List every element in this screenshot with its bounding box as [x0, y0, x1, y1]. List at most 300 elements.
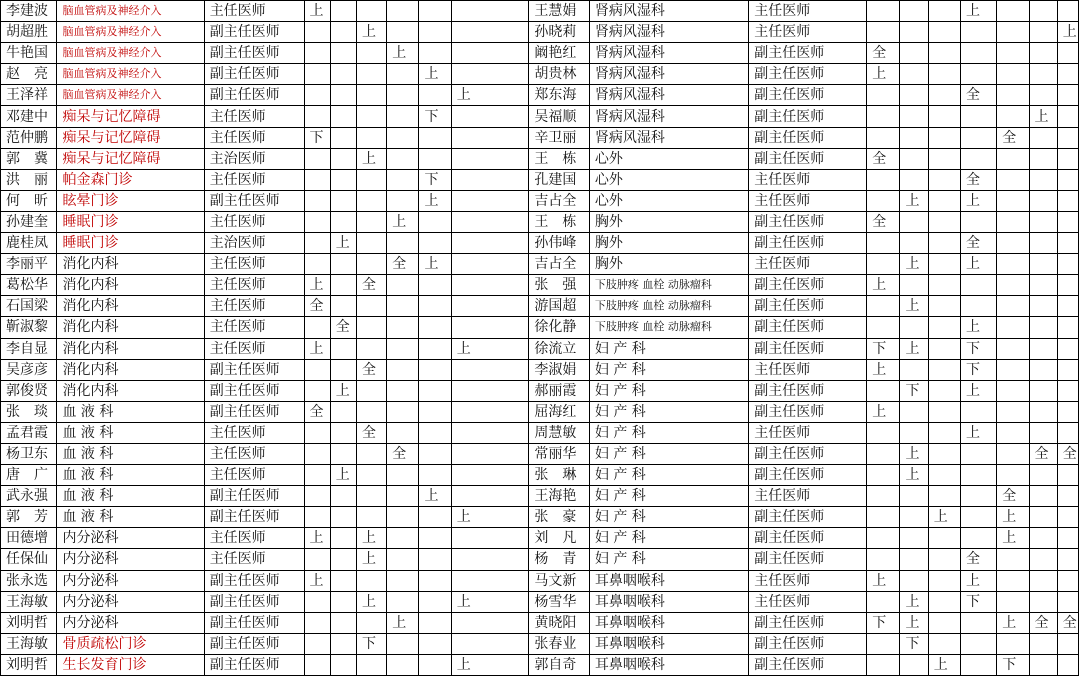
- right-title: 副主任医师: [749, 633, 867, 654]
- right-schedule-slot-6: [1029, 422, 1057, 443]
- left-schedule-slot-6: [451, 443, 529, 464]
- right-schedule-slot-7: [1057, 570, 1078, 591]
- left-schedule-slot-5: [419, 422, 451, 443]
- right-schedule-slot-2: [900, 85, 928, 106]
- left-title: 副主任医师: [204, 633, 304, 654]
- left-schedule-slot-4: 上: [387, 211, 419, 232]
- left-schedule-slot-6: [451, 127, 529, 148]
- right-schedule-slot-1: 全: [867, 148, 900, 169]
- left-title: 主任医师: [204, 275, 304, 296]
- left-department: 眩晕门诊: [57, 190, 204, 211]
- right-doctor-name: 吉占全: [529, 254, 590, 275]
- left-doctor-name: 唐 广: [1, 465, 57, 486]
- right-schedule-slot-6: [1029, 85, 1057, 106]
- right-schedule-slot-7: [1057, 254, 1078, 275]
- left-department: 消化内科: [57, 338, 204, 359]
- table-row: [1, 190, 1079, 211]
- right-schedule-slot-2: 下: [900, 633, 928, 654]
- left-schedule-slot-4: [387, 317, 419, 338]
- table-row: [1, 633, 1079, 654]
- right-schedule-slot-1: 全: [867, 43, 900, 64]
- left-schedule-slot-3: [356, 43, 386, 64]
- right-title: 主任医师: [749, 422, 867, 443]
- left-schedule-slot-2: [330, 359, 356, 380]
- left-schedule-slot-3: 全: [356, 422, 386, 443]
- left-schedule-slot-5: [419, 380, 451, 401]
- right-department: 耳鼻咽喉科: [589, 591, 748, 612]
- right-schedule-slot-3: [928, 127, 960, 148]
- left-schedule-slot-2: [330, 254, 356, 275]
- right-schedule-slot-3: [928, 591, 960, 612]
- right-schedule-slot-5: [997, 570, 1029, 591]
- left-schedule-slot-2: [330, 654, 356, 675]
- right-schedule-slot-4: [960, 127, 996, 148]
- left-schedule-slot-5: 上: [419, 486, 451, 507]
- left-doctor-name: 张永选: [1, 570, 57, 591]
- right-schedule-slot-4: [960, 22, 996, 43]
- right-department: 妇 产 科: [589, 359, 748, 380]
- right-schedule-slot-1: [867, 317, 900, 338]
- right-schedule-slot-2: [900, 422, 928, 443]
- right-schedule-slot-6: [1029, 317, 1057, 338]
- left-schedule-slot-2: [330, 612, 356, 633]
- right-department: 心外: [589, 148, 748, 169]
- right-schedule-slot-4: [960, 633, 996, 654]
- left-department: 血 液 科: [57, 422, 204, 443]
- right-schedule-slot-2: [900, 43, 928, 64]
- right-schedule-slot-1: [867, 422, 900, 443]
- right-schedule-slot-6: [1029, 254, 1057, 275]
- right-schedule-slot-5: [997, 22, 1029, 43]
- left-schedule-slot-2: [330, 1, 356, 22]
- schedule-body: [1, 1, 1079, 676]
- right-doctor-name: 杨雪华: [529, 591, 590, 612]
- left-schedule-slot-1: [304, 148, 330, 169]
- left-schedule-slot-5: [419, 317, 451, 338]
- right-department: 妇 产 科: [589, 422, 748, 443]
- right-schedule-slot-3: [928, 169, 960, 190]
- right-schedule-slot-1: 上: [867, 570, 900, 591]
- right-schedule-slot-3: [928, 486, 960, 507]
- left-title: 主任医师: [204, 528, 304, 549]
- right-schedule-slot-2: [900, 275, 928, 296]
- left-schedule-slot-4: [387, 591, 419, 612]
- left-title: 副主任医师: [204, 64, 304, 85]
- right-schedule-slot-5: [997, 148, 1029, 169]
- right-schedule-slot-3: [928, 22, 960, 43]
- right-schedule-slot-3: 上: [928, 654, 960, 675]
- left-schedule-slot-6: [451, 317, 529, 338]
- right-schedule-slot-3: [928, 233, 960, 254]
- right-doctor-name: 吴福顺: [529, 106, 590, 127]
- left-title: 副主任医师: [204, 507, 304, 528]
- right-schedule-slot-7: [1057, 465, 1078, 486]
- right-doctor-name: 王海艳: [529, 486, 590, 507]
- right-department: 肾病风湿科: [589, 85, 748, 106]
- left-schedule-slot-6: 上: [451, 338, 529, 359]
- right-schedule-slot-5: [997, 591, 1029, 612]
- left-schedule-slot-2: 全: [330, 317, 356, 338]
- right-schedule-slot-1: [867, 254, 900, 275]
- left-department: 消化内科: [57, 380, 204, 401]
- right-schedule-slot-5: 全: [997, 486, 1029, 507]
- left-schedule-slot-4: [387, 106, 419, 127]
- table-row: [1, 1, 1079, 22]
- left-title: 主任医师: [204, 317, 304, 338]
- right-schedule-slot-6: [1029, 654, 1057, 675]
- right-department: 肾病风湿科: [589, 22, 748, 43]
- left-doctor-name: 李丽平: [1, 254, 57, 275]
- left-schedule-slot-4: [387, 654, 419, 675]
- left-department: 脑血管病及神经介入: [57, 64, 204, 85]
- left-title: 主任医师: [204, 465, 304, 486]
- right-doctor-name: 郝丽霞: [529, 380, 590, 401]
- right-schedule-slot-2: [900, 211, 928, 232]
- left-schedule-slot-3: [356, 1, 386, 22]
- right-schedule-slot-5: [997, 1, 1029, 22]
- right-schedule-slot-6: [1029, 148, 1057, 169]
- right-schedule-slot-5: [997, 85, 1029, 106]
- right-schedule-slot-6: [1029, 528, 1057, 549]
- right-schedule-slot-1: [867, 190, 900, 211]
- left-schedule-slot-2: [330, 401, 356, 422]
- right-schedule-slot-6: 上: [1029, 106, 1057, 127]
- right-title: 副主任医师: [749, 549, 867, 570]
- left-schedule-slot-5: [419, 654, 451, 675]
- left-doctor-name: 郭 冀: [1, 148, 57, 169]
- right-schedule-slot-5: [997, 254, 1029, 275]
- right-department: 妇 产 科: [589, 465, 748, 486]
- right-title: 副主任医师: [749, 612, 867, 633]
- left-schedule-slot-4: [387, 64, 419, 85]
- right-schedule-slot-6: [1029, 549, 1057, 570]
- right-title: 主任医师: [749, 359, 867, 380]
- right-doctor-name: 马文新: [529, 570, 590, 591]
- right-schedule-slot-7: 上: [1057, 22, 1078, 43]
- right-schedule-slot-4: [960, 654, 996, 675]
- left-title: 副主任医师: [204, 22, 304, 43]
- right-title: 副主任医师: [749, 296, 867, 317]
- left-schedule-slot-4: [387, 22, 419, 43]
- left-schedule-slot-3: [356, 233, 386, 254]
- left-schedule-slot-3: [356, 486, 386, 507]
- left-department: 血 液 科: [57, 486, 204, 507]
- right-doctor-name: 徐化静: [529, 317, 590, 338]
- left-schedule-slot-4: [387, 338, 419, 359]
- right-doctor-name: 徐流立: [529, 338, 590, 359]
- left-schedule-slot-6: [451, 22, 529, 43]
- left-doctor-name: 牛艳国: [1, 43, 57, 64]
- table-row: [1, 296, 1079, 317]
- right-schedule-slot-1: [867, 486, 900, 507]
- right-schedule-slot-6: [1029, 401, 1057, 422]
- table-row: [1, 43, 1079, 64]
- right-schedule-slot-1: 上: [867, 275, 900, 296]
- left-schedule-slot-6: [451, 169, 529, 190]
- right-department: 下肢肿疼 血栓 动脉瘤科: [589, 317, 748, 338]
- left-schedule-slot-3: 下: [356, 633, 386, 654]
- right-schedule-slot-1: [867, 296, 900, 317]
- right-schedule-slot-6: [1029, 64, 1057, 85]
- left-schedule-slot-2: [330, 106, 356, 127]
- right-schedule-slot-6: [1029, 169, 1057, 190]
- right-schedule-slot-2: [900, 317, 928, 338]
- right-department: 妇 产 科: [589, 549, 748, 570]
- left-schedule-slot-4: [387, 507, 419, 528]
- right-schedule-slot-6: [1029, 380, 1057, 401]
- right-title: 副主任医师: [749, 127, 867, 148]
- right-schedule-slot-4: [960, 275, 996, 296]
- left-doctor-name: 邓建中: [1, 106, 57, 127]
- left-doctor-name: 鹿桂凤: [1, 233, 57, 254]
- left-schedule-slot-6: 上: [451, 85, 529, 106]
- right-title: 副主任医师: [749, 654, 867, 675]
- right-title: 副主任医师: [749, 528, 867, 549]
- right-schedule-slot-2: [900, 549, 928, 570]
- right-schedule-slot-1: 全: [867, 211, 900, 232]
- left-schedule-slot-3: [356, 401, 386, 422]
- right-schedule-slot-1: 上: [867, 401, 900, 422]
- left-schedule-slot-5: [419, 465, 451, 486]
- right-schedule-slot-6: 全: [1029, 612, 1057, 633]
- right-schedule-slot-7: [1057, 317, 1078, 338]
- right-schedule-slot-5: [997, 190, 1029, 211]
- left-title: 主治医师: [204, 148, 304, 169]
- right-schedule-slot-2: [900, 570, 928, 591]
- right-department: 妇 产 科: [589, 401, 748, 422]
- left-schedule-slot-6: [451, 380, 529, 401]
- left-schedule-slot-3: [356, 612, 386, 633]
- right-schedule-slot-7: [1057, 549, 1078, 570]
- left-schedule-slot-1: 全: [304, 401, 330, 422]
- left-schedule-slot-1: [304, 233, 330, 254]
- right-schedule-slot-5: [997, 43, 1029, 64]
- right-schedule-slot-6: [1029, 296, 1057, 317]
- right-schedule-slot-2: [900, 22, 928, 43]
- right-schedule-slot-2: [900, 359, 928, 380]
- left-department: 血 液 科: [57, 507, 204, 528]
- left-schedule-slot-2: 上: [330, 465, 356, 486]
- right-schedule-slot-6: [1029, 1, 1057, 22]
- right-schedule-slot-2: [900, 528, 928, 549]
- right-schedule-slot-7: [1057, 211, 1078, 232]
- right-schedule-slot-5: [997, 422, 1029, 443]
- right-schedule-slot-4: [960, 443, 996, 464]
- right-schedule-slot-2: 下: [900, 380, 928, 401]
- left-schedule-slot-2: [330, 338, 356, 359]
- left-schedule-slot-4: [387, 486, 419, 507]
- left-schedule-slot-5: [419, 43, 451, 64]
- right-schedule-slot-6: [1029, 211, 1057, 232]
- right-schedule-slot-4: 上: [960, 1, 996, 22]
- right-schedule-slot-7: [1057, 127, 1078, 148]
- right-schedule-slot-4: [960, 148, 996, 169]
- left-schedule-slot-4: [387, 169, 419, 190]
- left-schedule-slot-2: [330, 528, 356, 549]
- left-schedule-slot-6: [451, 106, 529, 127]
- right-schedule-slot-1: [867, 85, 900, 106]
- right-schedule-slot-2: [900, 1, 928, 22]
- left-schedule-slot-6: [451, 486, 529, 507]
- left-schedule-slot-1: 上: [304, 338, 330, 359]
- left-schedule-slot-5: [419, 127, 451, 148]
- right-schedule-slot-4: [960, 106, 996, 127]
- left-department: 内分泌科: [57, 549, 204, 570]
- left-schedule-slot-1: [304, 317, 330, 338]
- right-department: 心外: [589, 169, 748, 190]
- table-row: [1, 64, 1079, 85]
- right-title: 副主任医师: [749, 148, 867, 169]
- right-schedule-slot-2: 上: [900, 612, 928, 633]
- left-doctor-name: 杨卫东: [1, 443, 57, 464]
- right-schedule-slot-4: 下: [960, 591, 996, 612]
- right-doctor-name: 游国超: [529, 296, 590, 317]
- left-schedule-slot-5: [419, 359, 451, 380]
- left-department: 消化内科: [57, 254, 204, 275]
- table-row: [1, 422, 1079, 443]
- left-schedule-slot-6: [451, 633, 529, 654]
- left-schedule-slot-6: [451, 190, 529, 211]
- left-title: 主任医师: [204, 549, 304, 570]
- left-schedule-slot-3: [356, 127, 386, 148]
- right-schedule-slot-7: [1057, 654, 1078, 675]
- left-schedule-slot-4: [387, 401, 419, 422]
- right-title: 副主任医师: [749, 380, 867, 401]
- left-schedule-slot-4: [387, 633, 419, 654]
- left-schedule-slot-5: [419, 401, 451, 422]
- left-schedule-slot-2: [330, 633, 356, 654]
- left-schedule-slot-1: [304, 64, 330, 85]
- right-title: 主任医师: [749, 169, 867, 190]
- right-schedule-slot-1: [867, 654, 900, 675]
- right-schedule-slot-2: 上: [900, 443, 928, 464]
- left-schedule-slot-1: [304, 549, 330, 570]
- right-title: 主任医师: [749, 570, 867, 591]
- left-schedule-slot-6: [451, 570, 529, 591]
- right-department: 妇 产 科: [589, 443, 748, 464]
- left-schedule-slot-6: 上: [451, 654, 529, 675]
- right-schedule-slot-3: [928, 190, 960, 211]
- right-schedule-slot-2: 上: [900, 591, 928, 612]
- right-schedule-slot-3: [928, 148, 960, 169]
- right-schedule-slot-7: [1057, 507, 1078, 528]
- right-schedule-slot-7: [1057, 233, 1078, 254]
- left-schedule-slot-3: [356, 190, 386, 211]
- right-schedule-slot-4: [960, 507, 996, 528]
- left-title: 主任医师: [204, 443, 304, 464]
- right-doctor-name: 周慧敏: [529, 422, 590, 443]
- right-title: 主任医师: [749, 486, 867, 507]
- right-schedule-slot-6: [1029, 359, 1057, 380]
- right-department: 肾病风湿科: [589, 106, 748, 127]
- right-schedule-slot-7: 全: [1057, 443, 1078, 464]
- left-schedule-slot-4: 上: [387, 43, 419, 64]
- right-schedule-slot-6: [1029, 633, 1057, 654]
- right-schedule-slot-2: [900, 507, 928, 528]
- right-schedule-slot-5: [997, 317, 1029, 338]
- left-title: 主任医师: [204, 254, 304, 275]
- left-schedule-slot-2: [330, 211, 356, 232]
- right-schedule-slot-7: [1057, 169, 1078, 190]
- left-doctor-name: 王海敏: [1, 633, 57, 654]
- right-schedule-slot-2: [900, 233, 928, 254]
- right-schedule-slot-1: [867, 528, 900, 549]
- right-schedule-slot-1: 上: [867, 359, 900, 380]
- left-schedule-slot-4: [387, 570, 419, 591]
- right-title: 副主任医师: [749, 211, 867, 232]
- right-schedule-slot-1: [867, 169, 900, 190]
- left-schedule-slot-4: [387, 127, 419, 148]
- right-schedule-slot-3: [928, 85, 960, 106]
- left-schedule-slot-2: [330, 507, 356, 528]
- right-schedule-slot-3: [928, 380, 960, 401]
- right-schedule-slot-3: [928, 338, 960, 359]
- left-schedule-slot-4: [387, 296, 419, 317]
- left-schedule-slot-5: [419, 148, 451, 169]
- left-schedule-slot-4: [387, 528, 419, 549]
- left-schedule-slot-3: [356, 654, 386, 675]
- left-schedule-slot-6: [451, 148, 529, 169]
- left-schedule-slot-6: [451, 233, 529, 254]
- left-schedule-slot-3: [356, 317, 386, 338]
- table-row: [1, 106, 1079, 127]
- left-schedule-slot-5: [419, 507, 451, 528]
- left-department: 睡眠门诊: [57, 211, 204, 232]
- left-schedule-slot-5: [419, 233, 451, 254]
- right-schedule-slot-1: [867, 443, 900, 464]
- left-schedule-slot-4: [387, 359, 419, 380]
- right-schedule-slot-4: 下: [960, 359, 996, 380]
- right-department: 妇 产 科: [589, 380, 748, 401]
- right-schedule-slot-7: [1057, 633, 1078, 654]
- right-department: 下肢肿疼 血栓 动脉瘤科: [589, 275, 748, 296]
- left-doctor-name: 何 昕: [1, 190, 57, 211]
- left-schedule-slot-6: [451, 43, 529, 64]
- left-department: 内分泌科: [57, 591, 204, 612]
- right-department: 妇 产 科: [589, 338, 748, 359]
- right-doctor-name: 郑东海: [529, 85, 590, 106]
- right-schedule-slot-2: [900, 654, 928, 675]
- right-schedule-slot-5: [997, 549, 1029, 570]
- right-schedule-slot-7: [1057, 528, 1078, 549]
- right-department: 肾病风湿科: [589, 43, 748, 64]
- left-schedule-slot-6: [451, 549, 529, 570]
- right-schedule-slot-1: 下: [867, 338, 900, 359]
- right-schedule-slot-2: [900, 486, 928, 507]
- left-schedule-slot-2: [330, 422, 356, 443]
- left-schedule-slot-5: [419, 591, 451, 612]
- right-schedule-slot-7: [1057, 401, 1078, 422]
- left-title: 副主任医师: [204, 612, 304, 633]
- left-schedule-slot-6: [451, 296, 529, 317]
- left-title: 主任医师: [204, 338, 304, 359]
- left-department: 痴呆与记忆障碍: [57, 127, 204, 148]
- left-department: 脑血管病及神经介入: [57, 22, 204, 43]
- right-doctor-name: 黄晓阳: [529, 612, 590, 633]
- right-doctor-name: 屈海红: [529, 401, 590, 422]
- right-department: 胸外: [589, 254, 748, 275]
- left-schedule-slot-5: 上: [419, 254, 451, 275]
- left-title: 主任医师: [204, 127, 304, 148]
- left-schedule-slot-3: [356, 85, 386, 106]
- table-row: [1, 359, 1079, 380]
- table-row: [1, 211, 1079, 232]
- left-schedule-slot-1: [304, 507, 330, 528]
- left-schedule-slot-4: 全: [387, 254, 419, 275]
- left-schedule-slot-2: 上: [330, 380, 356, 401]
- left-schedule-slot-1: [304, 254, 330, 275]
- left-doctor-name: 李自显: [1, 338, 57, 359]
